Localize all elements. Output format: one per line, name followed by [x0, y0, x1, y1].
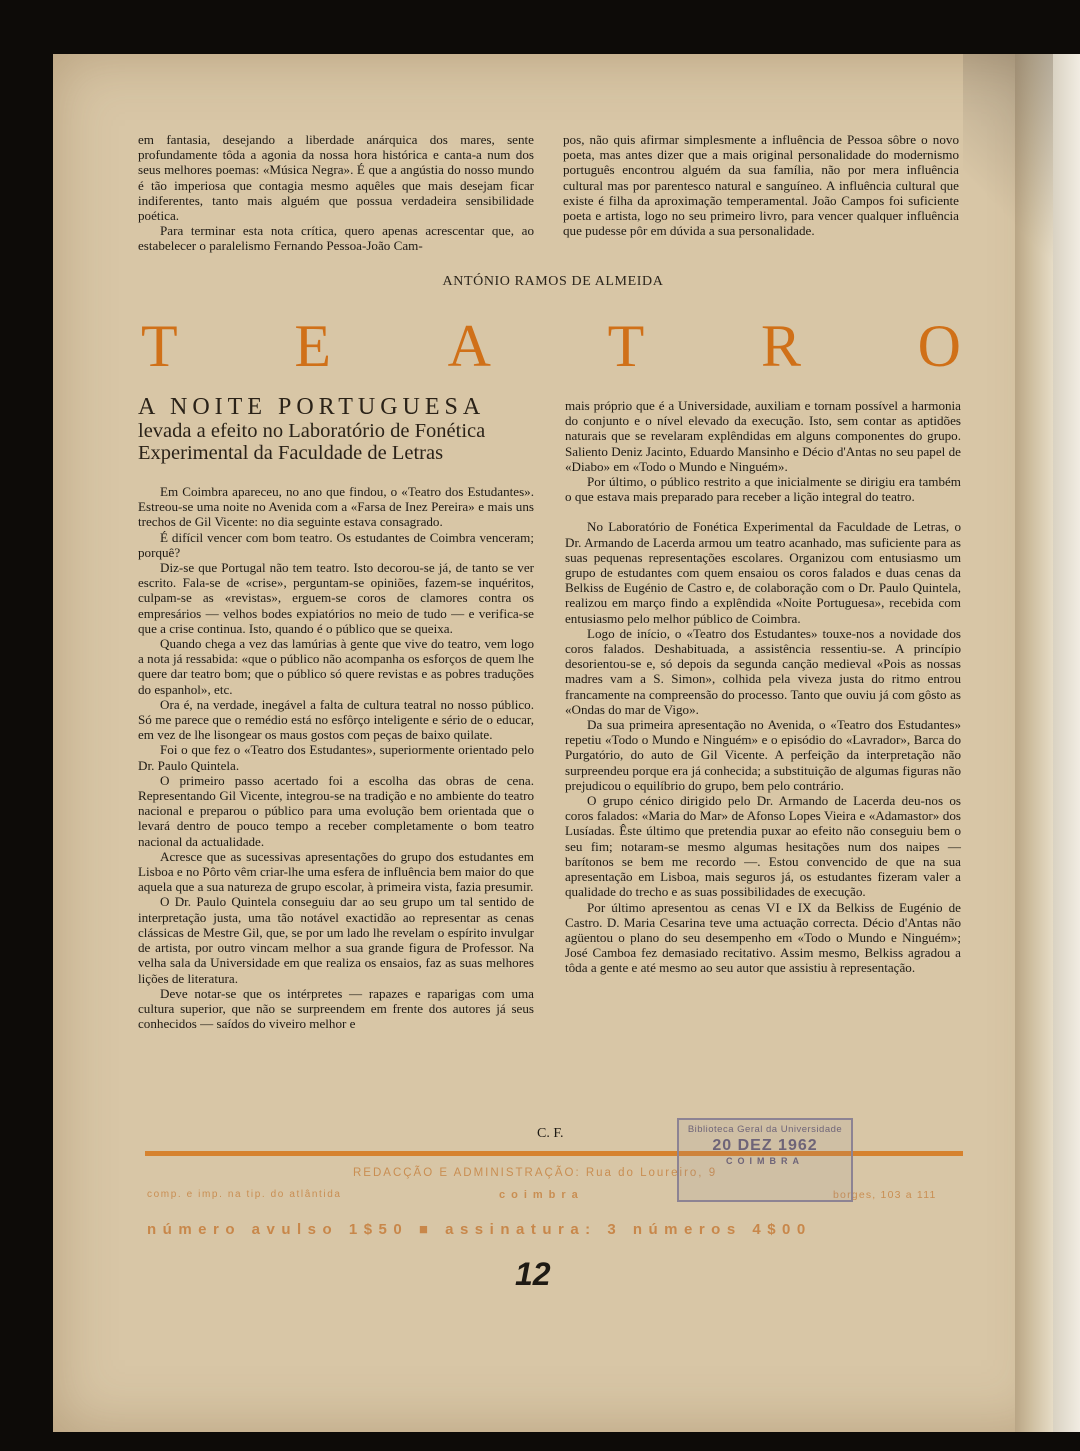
previous-article-col2: [563, 132, 959, 238]
footer-price: número avulso 1$50 ■ assinatura: 3 números 4$00: [147, 1221, 812, 1238]
paragraph: É difícil vencer com bom teatro. Os estudantes de Coimbra venceram; porquê?: [138, 529, 534, 560]
paragraph: O grupo cénico dirigido pelo Dr. Armando de Lacerda deu-nos os coros falados: «Maria do Mar» de Afonso Lopes Vieira e «Adamastor» dos Lusíadas. Êste último que pretendia puxar ao efeito não conseguiu bem o seu fim; notaram-se mesmo algumas hesitações num dos naipes — barítonos se bem me recordo —. Estou convencido de que na sua apresentação em Lisboa, mais seguros já, os estudantes fizeram valer a qualidade do trecho e as suas possibilidades de execução.: [565, 793, 961, 900]
paragraph: Para terminar esta nota crítica, quero apenas acrescentar que, ao estabelecer o paralelismo Fernando Pessoa-João Cam-: [138, 223, 534, 254]
paragraph: O Dr. Paulo Quintela conseguiu dar ao seu grupo um tal sentido de interpretação justa, uma tão notável exactidão ao representar as cenas clássicas de Mestre Gil, que, se por um lado lhe revelam o espírito invulgar de artista, por outro vincam melhor a sua grande figura de Professor. Na velha sala da Universidade em que realiza os ensaios, faz as suas melhores lições de literatura.: [138, 894, 534, 986]
paragraph: Acresce que as sucessivas apresentações do grupo dos estudantes em Lisboa e no Pôrto vêm criar-lhe uma esfera de influência bem maior do que aquela que a sua natureza de grupo escolar, à primeira vista, fazia presumir.: [138, 848, 534, 895]
title-letter: A: [447, 313, 491, 379]
paragraph: Diz-se que Portugal não tem teatro. Isto decorou-se já, de tanto se ver escrito. Fala-se de «crise», perguntam-se opiniões, fazem-se inquéritos, culpam-se as «revistas», erguem-se coros de clamores contra os empresários — velhos bodes expiatórios no meio de tudo — e verifica-se que a crise continua. Isto, quando é o público que se queixa.: [138, 560, 534, 636]
headline-sub: levada a efeito no Laboratório de Fonética Experimental da Faculdade de Letras: [138, 420, 486, 464]
paragraph: Por último, o público restrito a que inicialmente se dirigiu era também o que estava mais preparado para receber a lição integral do teatro.: [565, 474, 961, 505]
adjacent-page-edge: [1053, 54, 1080, 1432]
paragraph: Quando chega a vez das lamúrias à gente que vive do teatro, vem logo a nota já ressabida: «que o público não acompanha os esforços de quem lhe quere dar teatro bom; que o público só quere revistas e as pobres traduções do espanhol», etc.: [138, 636, 534, 697]
title-letter: R: [760, 313, 801, 379]
paragraph: Por último apresentou as cenas VI e IX da Belkiss de Eugénio de Castro. D. Maria Cesarina teve uma actuação correcta. Décio d'Antas não agüentou o plano do seu desempenho em «Todo o Mundo e Ninguém»; José Camboa fez demasiado recitativo. Assim mesmo, Belkiss agradou a tôda a gente e até mesmo ao seu autor que assistiu à representação.: [565, 899, 961, 976]
stamp-city: COIMBRA: [726, 1156, 804, 1166]
section-title: [141, 313, 961, 379]
title-letter: T: [141, 313, 178, 379]
page-number: 12: [515, 1256, 551, 1292]
paragraph: No Laboratório de Fonética Experimental da Faculdade de Letras, o Dr. Armando de Lacerda armou um teatro acanhado, mas suficiente para as suas pequenas representações escolares. Organizou com entusiasmo um grupo de estudantes com quem ensaiou os coros falados e duas cenas da Belkiss de Eugénio de Castro e, de colaboração com o Dr. Paulo Quintela, realizou em março findo a explêndida «Noite Portuguesa», recebida com entusiasmo pelo melhor público de Coimbra.: [565, 519, 961, 626]
corner-shade: [963, 54, 1053, 264]
article-signature: C. F.: [537, 1126, 564, 1141]
paragraph: Foi o que fez o «Teatro dos Estudantes», superiormente orientado pelo Dr. Paulo Quintela.: [138, 742, 534, 773]
paragraph: Da sua primeira apresentação no Avenida, o «Teatro dos Estudantes» repetiu «Todo o Mundo e Ninguém» e o episódio do «Lavrador», Barca do Purgatório, do auto de Gil Vicente. A perfeição da interpretação não surpreendeu porque era já conhecida; a substituição de algumas figuras não prejudicou o equilíbrio do grupo, bem pelo contrário.: [565, 717, 961, 793]
title-letter: E: [294, 313, 331, 379]
article-col2: [565, 398, 961, 976]
magazine-page: [53, 54, 1053, 1432]
headline-main: A NOITE PORTUGUESA: [138, 394, 486, 420]
article-headline: [138, 394, 536, 464]
library-stamp: [677, 1118, 853, 1202]
stamp-date: 20 DEZ 1962: [712, 1137, 818, 1154]
paragraph: Deve notar-se que os intérpretes — rapazes e raparigas com uma cultura superior, que não se surpreendem em frente dos autores já seus conhecidos — saídos do viveiro melhor e: [138, 985, 534, 1032]
article-col1: [138, 484, 534, 1031]
paragraph: Logo de início, o «Teatro dos Estudantes» touxe-nos a novidade dos coros falados. Deshabituada, a assistência ressentiu-se. A princípio desorientou-se e, só depois da segunda canção medieval «Pois as nossas madres vam a S. Simon», colhida pela viveza justa do ritmo entrou francamente na compreensão do processo. Tanto que ouviu já com gôsto as «Ondas do mar de Vigo».: [565, 625, 961, 717]
footer-street: borges, 103 a 111: [833, 1189, 937, 1201]
paragraph: pos, não quis afirmar simplesmente a influência de Pessoa sôbre o novo poeta, mas antes dizer que a mais original personalidade do modernismo português encontrou alguém da sua família, não por mera influência cultural mas por parentesco natural e sanguíneo. A influência cultural que existe é filha da aproximação temperamental. João Campos foi suficiente poeta e artista, logo no seu primeiro livro, para vencer qualquer influência que pudesse pôr em dúvida a sua personalidade.: [563, 132, 959, 239]
paragraph: mais próprio que é a Universidade, auxiliam e tornam possível a harmonia do conjunto e o nível elevado da execução. Isto, sem contar as aptidões naturais que se revelaram explêndidas em alguns componentes do grupo. Saliento Deniz Jacinto, Eduardo Mansinho e Décio d'Antas no seu papel de «Diabo» em «Todo o Mundo e Ninguém».: [565, 398, 961, 474]
footer-address: REDACÇÃO E ADMINISTRAÇÃO: Rua do Loureiro, 9: [353, 1167, 718, 1179]
article-author: ANTÓNIO RAMOS DE ALMEIDA: [442, 274, 664, 289]
stamp-library: Biblioteca Geral da Universidade: [687, 1124, 843, 1135]
title-letter: O: [917, 313, 961, 379]
footer-printer: comp. e imp. na tip. do atlântida: [147, 1189, 342, 1200]
paragraph: O primeiro passo acertado foi a escolha das obras de cena. Representando Gil Vicente, integrou-se na tradição e no ambiente do teatro nacional e preparou o público para uma evolução bem orientada que o levará dentro de pouco tempo a receber completamente o bom teatro nacional da actualidade.: [138, 772, 534, 849]
title-letter: T: [607, 313, 645, 379]
footer-city: coimbra: [499, 1189, 584, 1201]
paragraph: em fantasia, desejando a liberdade anárquica dos mares, sente profundamente tôda a agonia da nossa hora histórica e canta-a num dos seus melhores poemas: «Música Negra». É que a angústia do nosso mundo é tão imperiosa que contagia mesmo aquêles que mais desejam ficar indiferentes, tanto mais alguém que possua verdadeira sensibilidade poética.: [138, 132, 534, 224]
paragraph: Ora é, na verdade, inegável a falta de cultura teatral no nosso público. Só me parece que o remédio está no esfôrço inteligente e sério de o educar, em vez de lhe lisongear os maus gostos com peças de baixo quilate.: [138, 696, 534, 743]
previous-article-col1: [138, 132, 534, 254]
paragraph: Em Coimbra apareceu, no ano que findou, o «Teatro dos Estudantes». Estreou-se uma noite no Avenida com a «Farsa de Inez Pereira» e mais uns trechos de Gil Vicente: no dia seguinte estava consagrado.: [138, 484, 534, 530]
